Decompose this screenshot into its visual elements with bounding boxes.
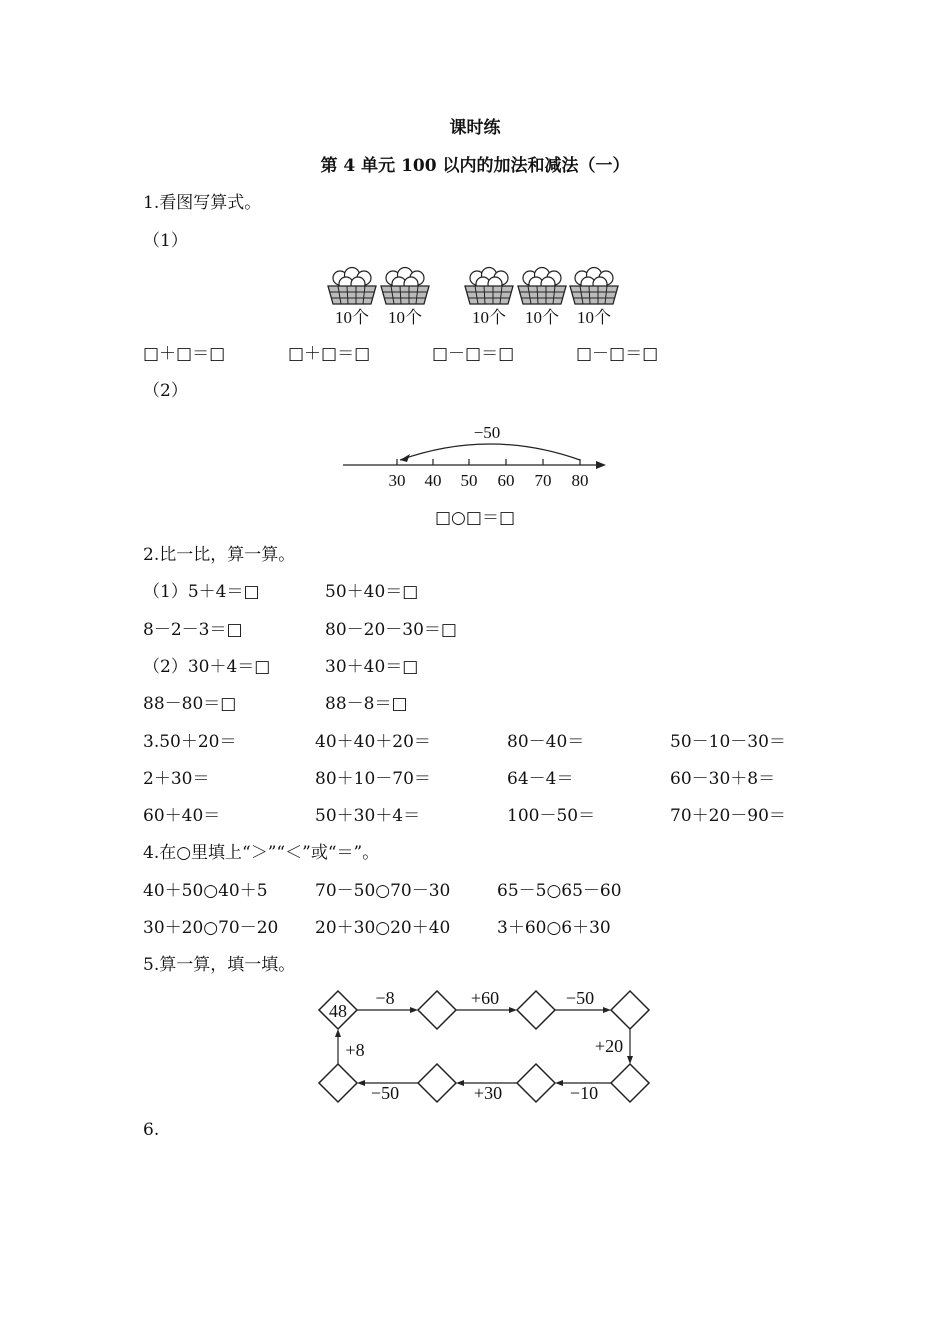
operation-label: +8 bbox=[345, 1040, 365, 1060]
apple-baskets-figure bbox=[0, 262, 950, 332]
q3-item: 60－30＋8＝ bbox=[670, 769, 776, 789]
operation-label: −10 bbox=[569, 1083, 599, 1103]
q4-item: 30＋20○70－20 bbox=[143, 918, 279, 938]
q4-item: 70－50○70－30 bbox=[315, 881, 451, 901]
answer-diamond[interactable] bbox=[418, 991, 456, 1029]
basket-icon bbox=[570, 268, 618, 305]
basket-label: 10个 bbox=[335, 308, 369, 327]
q3-item: 80＋10－70＝ bbox=[315, 769, 431, 789]
q2-item: 88－80＝□ bbox=[143, 694, 237, 714]
q2-item: （1）5＋4＝□ bbox=[143, 582, 260, 602]
basket-label: 10个 bbox=[577, 308, 611, 327]
jump-arc bbox=[400, 444, 580, 460]
q4-item: 20＋30○20＋40 bbox=[315, 918, 451, 938]
page-title: 课时练 bbox=[449, 118, 501, 138]
q4-item: 40＋50○40＋5 bbox=[143, 881, 268, 901]
answer-diamond[interactable] bbox=[418, 1064, 456, 1102]
q3-item: 60＋40＝ bbox=[143, 806, 221, 826]
operation-label: −8 bbox=[375, 988, 395, 1008]
q3-item: 64－4＝ bbox=[507, 769, 574, 789]
q3-item: 70＋20－90＝ bbox=[670, 806, 786, 826]
answer-diamond[interactable] bbox=[319, 1064, 357, 1102]
q2-item: 30＋40＝□ bbox=[325, 657, 419, 677]
q3-item: 50－10－30＝ bbox=[670, 732, 786, 752]
q1-heading: 1.看图写算式。 bbox=[143, 193, 262, 213]
q3-item: 50＋30＋4＝ bbox=[315, 806, 421, 826]
q5-heading: 5.算一算，填一填。 bbox=[143, 955, 296, 975]
answer-diamond[interactable] bbox=[611, 991, 649, 1029]
tick-label: 70 bbox=[534, 471, 552, 490]
q3-item: 3.50＋20＝ bbox=[143, 732, 237, 752]
tick-label: 30 bbox=[388, 471, 406, 490]
tick-label: 80 bbox=[571, 471, 589, 490]
operation-label: −50 bbox=[370, 1083, 400, 1103]
basket-icon bbox=[465, 268, 513, 305]
q1-part1-label: （1） bbox=[143, 231, 188, 251]
q4-item: 65－5○65－60 bbox=[497, 881, 622, 901]
tick-label: 60 bbox=[497, 471, 515, 490]
q3-item: 2＋30＝ bbox=[143, 769, 210, 789]
basket-icon bbox=[381, 268, 429, 305]
axis-arrowhead bbox=[596, 461, 606, 469]
tick-marks bbox=[397, 459, 580, 465]
basket-label: 10个 bbox=[388, 308, 422, 327]
q6-heading: 6. bbox=[143, 1120, 160, 1140]
jump-arrowhead bbox=[400, 454, 410, 462]
q3-item: 80－40＝ bbox=[507, 732, 585, 752]
tick-label: 40 bbox=[424, 471, 442, 490]
q2-item: 88－8＝□ bbox=[325, 694, 408, 714]
operation-label: +20 bbox=[594, 1036, 624, 1056]
unit-subtitle: 第 4 单元 100 以内的加法和减法（一） bbox=[320, 156, 630, 176]
q2-item: 50＋40＝□ bbox=[325, 582, 419, 602]
q4-item: 3＋60○6＋30 bbox=[497, 918, 611, 938]
arrowheads bbox=[335, 1007, 633, 1086]
q3-item: 40＋40＋20＝ bbox=[315, 732, 431, 752]
q2-heading: 2.比一比，算一算。 bbox=[143, 545, 296, 565]
operation-label: +60 bbox=[470, 988, 500, 1008]
operation-label: −50 bbox=[565, 988, 595, 1008]
start-value: 48 bbox=[329, 1001, 347, 1021]
q1-part2-equation[interactable]: □○□＝□ bbox=[434, 508, 516, 528]
q1-equation-blank[interactable]: □－□＝□ bbox=[576, 344, 659, 364]
q1-equation-blank[interactable]: □－□＝□ bbox=[432, 344, 515, 364]
answer-diamond[interactable] bbox=[517, 1064, 555, 1102]
jump-label: −50 bbox=[473, 423, 501, 442]
basket-label: 10个 bbox=[472, 308, 506, 327]
operation-label: +30 bbox=[473, 1083, 503, 1103]
q1-equation-blank[interactable]: □＋□＝□ bbox=[143, 344, 226, 364]
q1-equation-blank[interactable]: □＋□＝□ bbox=[288, 344, 371, 364]
q2-item: 80－20－30＝□ bbox=[325, 620, 457, 640]
number-line-figure bbox=[0, 418, 950, 498]
basket-icon bbox=[518, 268, 566, 305]
tick-label: 50 bbox=[460, 471, 478, 490]
basket-label: 10个 bbox=[525, 308, 559, 327]
q3-item: 100－50＝ bbox=[507, 806, 596, 826]
calculation-chain-figure bbox=[0, 982, 950, 1112]
q2-item: （2）30＋4＝□ bbox=[143, 657, 271, 677]
q1-part2-label: （2） bbox=[143, 381, 188, 401]
q4-heading: 4.在○里填上“＞”“＜”或“＝”。 bbox=[143, 843, 380, 863]
q2-item: 8－2－3＝□ bbox=[143, 620, 243, 640]
basket-icon bbox=[328, 268, 376, 305]
answer-diamond[interactable] bbox=[611, 1064, 649, 1102]
answer-diamond[interactable] bbox=[517, 991, 555, 1029]
